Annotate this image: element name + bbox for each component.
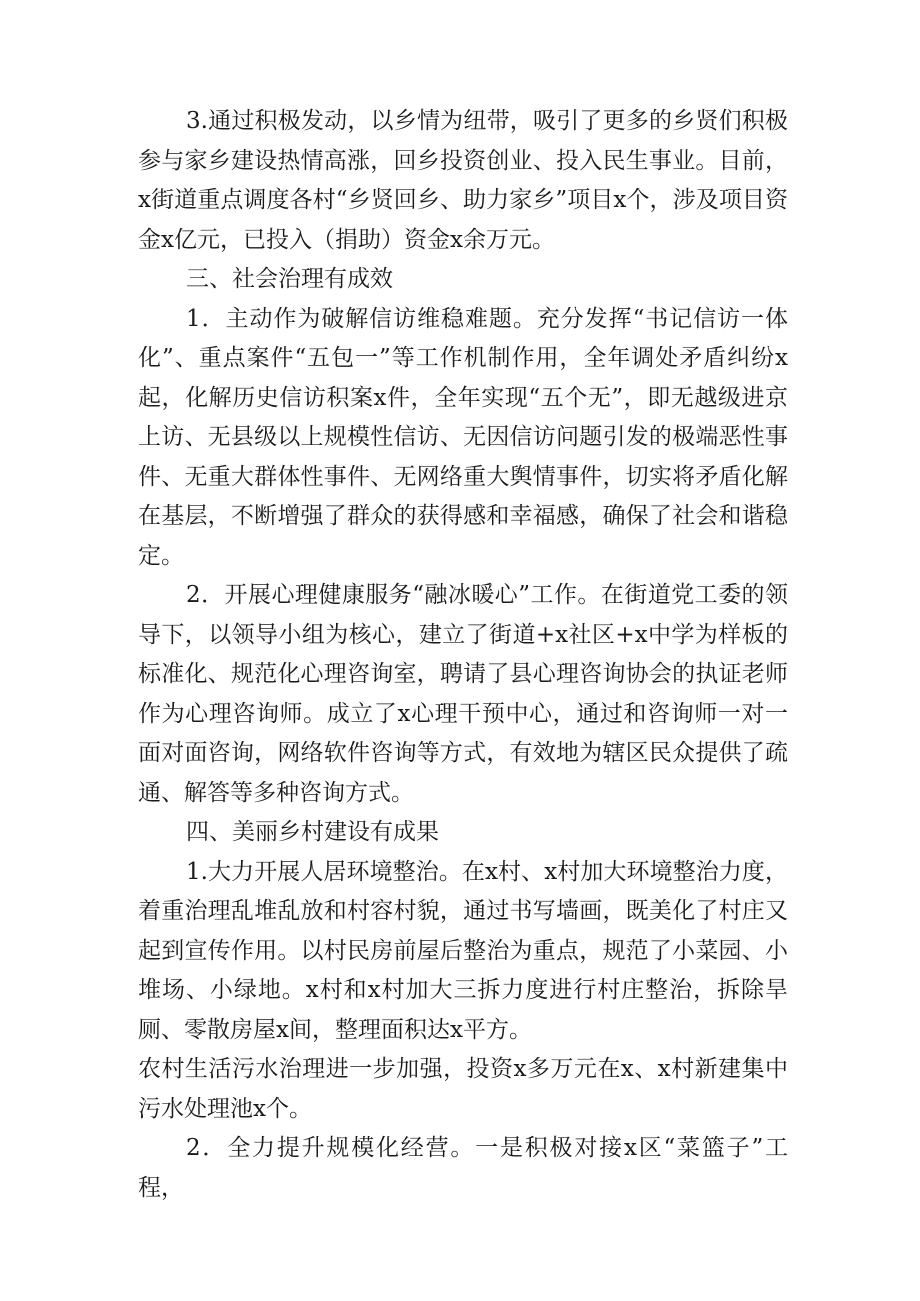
- section-heading-beautiful-village: 四、美丽乡村建设有成果: [186, 819, 439, 845]
- section-heading-social-governance: 三、社会治理有成效: [186, 266, 393, 292]
- paragraph-sewage-treatment: 农村生活污水治理进一步加强，投资x多万元在x、x村新建集中污水处理池x个。: [138, 1056, 788, 1122]
- paragraph-petition-stability: 1．主动作为破解信访维稳难题。充分发挥“书记信访一体化”、重点案件“五包一”等工作机制作用，全年调处矛盾纠纷x起，化解历史信访积案x件，全年实现“五个无”，即无越级进京上访、无县级以上规模性信访、无因信访问题引发的极端恶性事件、无重大群体性事件、无网络重大舆情事件，切实将矛盾化解在基层，不断增强了群众的获得感和幸福感，确保了社会和谐稳定。: [138, 305, 788, 569]
- document-body: [138, 102, 788, 1208]
- paragraph-mental-health-service: 2．开展心理健康服务“融冰暖心”工作。在街道党工委的领导下，以领导小组为核心，建立了街道+x社区+x中学为样板的标准化、规范化心理咨询室，聘请了县心理咨询协会的执证老师作为心理咨询师。成立了x心理干预中心，通过和咨询师一对一面对面咨询，网络软件咨询等方式，有效地为辖区民众提供了疏通、解答等多种咨询方式。: [138, 582, 788, 806]
- paragraph-living-environment: 1.大力开展人居环境整治。在x村、x村加大环境整治力度，着重治理乱堆乱放和村容村貌，通过书写墙画，既美化了村庄又起到宣传作用。以村民房前屋后整治为重点，规范了小菜园、小堆场、小绿地。x村和x村加大三拆力度进行村庄整治，拆除旱厕、零散房屋x间，整理面积达x平方。: [138, 858, 788, 1043]
- paragraph-villagers-investment: 3.通过积极发动，以乡情为纽带，吸引了更多的乡贤们积极参与家乡建设热情高涨，回乡投资创业、投入民生事业。目前，x街道重点调度各村“乡贤回乡、助力家乡”项目x个，涉及项目资金x亿元，已投入（捐助）资金x余万元。: [138, 108, 788, 253]
- paragraph-scale-operation: 2．全力提升规模化经营。一是积极对接x区“菜篮子”工程，: [138, 1135, 788, 1201]
